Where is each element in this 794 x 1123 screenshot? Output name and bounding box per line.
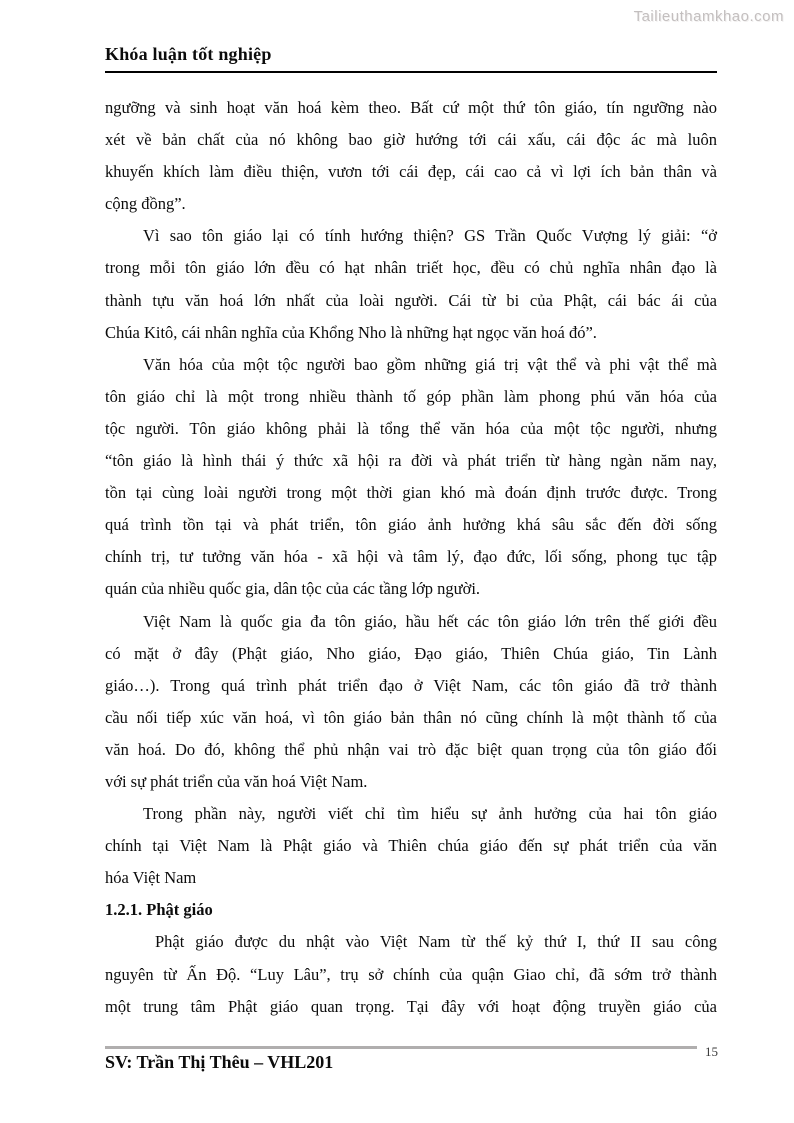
footer-author: SV: Trần Thị Thêu – VHL201 bbox=[105, 1052, 334, 1072]
body-line: quán của nhiều quốc gia, dân tộc của các tầng lớp người. bbox=[105, 579, 481, 599]
body-line: nguyên từ Ấn Độ. “Luy Lâu”, trụ sở chính của quận Giao chỉ, đã sớm trở thành bbox=[105, 964, 717, 984]
section-heading: 1.2.1. Phật giáo bbox=[105, 900, 213, 920]
body-line: xét về bản chất của nó không bao giờ hướng tới cái xấu, cái độc ác mà luôn bbox=[105, 130, 717, 150]
header-title: Khóa luận tốt nghiệp bbox=[105, 44, 272, 64]
body-line: trong mỗi tôn giáo lớn đều có hạt nhân triết học, đều có chủ nghĩa nhân đạo là bbox=[105, 258, 717, 278]
body-line: có mặt ở đây (Phật giáo, Nho giáo, Đạo giáo, Thiên Chúa giáo, Tin Lành bbox=[105, 643, 717, 663]
body-line: quá trình tồn tại và phát triển, tôn giáo ảnh hưởng khá sâu sắc đến đời sống bbox=[105, 515, 717, 535]
body-line: Trong phần này, người viết chỉ tìm hiểu sự ảnh hưởng của hai tôn giáo bbox=[143, 804, 717, 824]
body-line: văn hoá. Do đó, không thể phủ nhận vai trò đặc biệt quan trọng của tôn giáo đối bbox=[105, 739, 717, 759]
body-line: Văn hóa của một tộc người bao gồm những giá trị vật thể và phi vật thể mà bbox=[143, 354, 717, 374]
body-line: với sự phát triển của văn hoá Việt Nam. bbox=[105, 771, 368, 791]
footer-divider bbox=[105, 1046, 697, 1049]
body-line: thành tựu văn hoá lớn nhất của loài người. Cái từ bi của Phật, cái bác ái của bbox=[105, 290, 717, 310]
body-line: “tôn giáo là hình thái ý thức xã hội ra đời và phát triển từ hàng ngàn năm nay, bbox=[105, 451, 717, 471]
body-line: hóa Việt Nam bbox=[105, 868, 197, 888]
body-line: cầu nối tiếp xúc văn hoá, vì tôn giáo bản thân nó cũng chính là một thành tố của bbox=[105, 707, 717, 727]
body-line: cộng đồng”. bbox=[105, 194, 186, 214]
body-line: chính tại Việt Nam là Phật giáo và Thiên chúa giáo đến sự phát triển của văn bbox=[105, 836, 717, 856]
page-number: 15 bbox=[705, 1044, 718, 1059]
body-line: Việt Nam là quốc gia đa tôn giáo, hầu hết các tôn giáo lớn trên thế giới đều bbox=[143, 611, 717, 631]
watermark: Tailieuthamkhao.com bbox=[633, 8, 784, 25]
body-line: Chúa Kitô, cái nhân nghĩa của Khổng Nho là những hạt ngọc văn hoá đó”. bbox=[105, 322, 597, 342]
body-line: giáo…). Trong quá trình phát triển đạo ở Việt Nam, các tôn giáo đã trở thành bbox=[105, 675, 717, 695]
body-line: Vì sao tôn giáo lại có tính hướng thiện? GS Trần Quốc Vượng lý giải: “ở bbox=[143, 226, 717, 246]
body-line: chính trị, tư tưởng văn hóa - xã hội và tâm lý, đạo đức, lối sống, phong tục tập bbox=[105, 547, 717, 567]
body-line: ngưỡng và sinh hoạt văn hoá kèm theo. Bất cứ một thứ tôn giáo, tín ngưỡng nào bbox=[105, 98, 717, 117]
document-body bbox=[105, 92, 717, 1023]
body-line: tồn tại cùng loài người trong một thời gian khó mà đoán định trước được. Trong bbox=[105, 483, 717, 503]
body-line: khuyến khích làm điều thiện, vươn tới cái đẹp, cái cao cả vì lợi ích bản thân và bbox=[105, 162, 717, 182]
body-line: Phật giáo được du nhật vào Việt Nam từ thế kỷ thứ I, thứ II sau công bbox=[155, 932, 717, 952]
body-line: tộc người. Tôn giáo không phải là tổng thể văn hóa của một tộc người, nhưng bbox=[105, 418, 717, 438]
body-line: một trung tâm Phật giáo quan trọng. Tại đây với hoạt động truyền giáo của bbox=[105, 996, 717, 1016]
page-header bbox=[105, 44, 717, 73]
body-line: tôn giáo chỉ là một trong nhiều thành tố góp phần làm phong phú văn hóa của bbox=[105, 386, 717, 406]
